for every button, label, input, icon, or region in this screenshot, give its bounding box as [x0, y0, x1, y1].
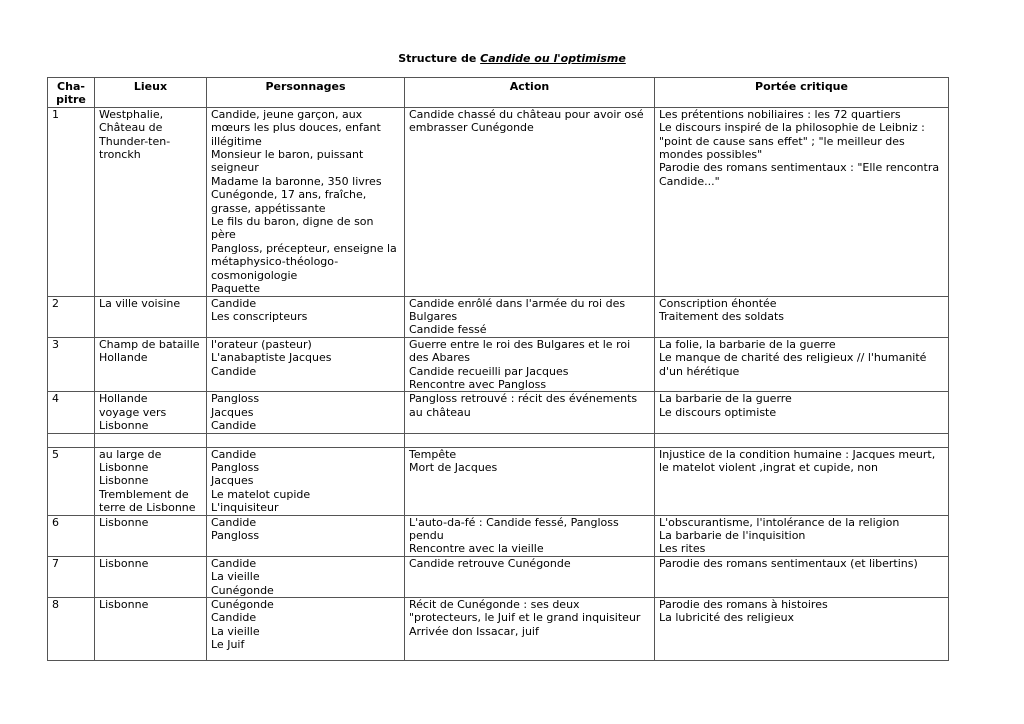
cell-places: La ville voisine: [95, 296, 207, 337]
cell-characters: Pangloss Jacques Candide: [207, 392, 405, 433]
cell-chapter: 4: [48, 392, 95, 433]
cell-action: L'auto-da-fé : Candide fessé, Pangloss pendu Rencontre avec la vieille: [405, 515, 655, 556]
cell-places: Westphalie, Château de Thunder-ten- tronckh: [95, 107, 207, 296]
header-places: Lieux: [95, 78, 207, 108]
cell-characters: [207, 433, 405, 447]
cell-characters: Candide La vieille Cunégonde: [207, 556, 405, 597]
cell-action: Candide chassé du château pour avoir osé embrasser Cunégonde: [405, 107, 655, 296]
cell-critique: La barbarie de la guerre Le discours optimiste: [655, 392, 949, 433]
cell-characters: Candide, jeune garçon, aux mœurs les plus douces, enfant illégitime Monsieur le baron, puissant seigneur Madame la baronne, 350 livres Cunégonde, 17 ans, fraîche, grasse, appétissante Le fils du baron, digne de son père Pangloss, précepteur, enseigne la métaphysico-théologo- cosmonigologie Paquette: [207, 107, 405, 296]
cell-characters: Candide Pangloss: [207, 515, 405, 556]
table-row: [48, 107, 949, 296]
document-title: [0, 52, 1024, 65]
title-prefix: Structure de: [398, 52, 481, 65]
header-action: Action: [405, 78, 655, 108]
cell-places: Champ de bataille Hollande: [95, 337, 207, 392]
cell-action: Tempête Mort de Jacques: [405, 447, 655, 515]
cell-critique: Parodie des romans à histoires La lubricité des religieux: [655, 598, 949, 661]
table-row: [48, 337, 949, 392]
cell-critique: Les prétentions nobiliaires : les 72 quartiers Le discours inspiré de la philosophie de Leibniz : "point de cause sans effet" ; "le meilleur des mondes possibles" Parodie des romans sentimentaux : "Elle rencontra Candide...": [655, 107, 949, 296]
cell-critique: L'obscurantisme, l'intolérance de la religion La barbarie de l'inquisition Les rites: [655, 515, 949, 556]
cell-action: Pangloss retrouvé : récit des événements au château: [405, 392, 655, 433]
cell-action: Candide retrouve Cunégonde: [405, 556, 655, 597]
header-critique: Portée critique: [655, 78, 949, 108]
header-characters: Personnages: [207, 78, 405, 108]
cell-action: Candide enrôlé dans l'armée du roi des Bulgares Candide fessé: [405, 296, 655, 337]
table-row: [48, 296, 949, 337]
cell-critique: Injustice de la condition humaine : Jacques meurt, le matelot violent ,ingrat et cupide, non: [655, 447, 949, 515]
header-chapter: Cha- pitre: [48, 78, 95, 108]
cell-chapter: [48, 433, 95, 447]
cell-chapter: 2: [48, 296, 95, 337]
cell-action: Récit de Cunégonde : ses deux "protecteurs, le Juif et le grand inquisiteur Arrivée don Issacar, juif: [405, 598, 655, 661]
cell-characters: Candide Pangloss Jacques Le matelot cupide L'inquisiteur: [207, 447, 405, 515]
cell-places: [95, 433, 207, 447]
cell-places: au large de Lisbonne Lisbonne Tremblement de terre de Lisbonne: [95, 447, 207, 515]
table-header-row: [48, 78, 949, 108]
cell-chapter: 5: [48, 447, 95, 515]
cell-characters: Cunégonde Candide La vieille Le Juif: [207, 598, 405, 661]
cell-characters: l'orateur (pasteur) L'anabaptiste Jacques Candide: [207, 337, 405, 392]
cell-places: Lisbonne: [95, 598, 207, 661]
table-row: [48, 392, 949, 433]
structure-table: [47, 77, 949, 661]
table-row: [48, 447, 949, 515]
cell-chapter: 1: [48, 107, 95, 296]
table-row: [48, 556, 949, 597]
cell-characters: Candide Les conscripteurs: [207, 296, 405, 337]
cell-critique: Conscription éhontée Traitement des soldats: [655, 296, 949, 337]
cell-critique: La folie, la barbarie de la guerre Le manque de charité des religieux // l'humanité d'un hérétique: [655, 337, 949, 392]
cell-chapter: 7: [48, 556, 95, 597]
cell-action: [405, 433, 655, 447]
table-row-empty: [48, 433, 949, 447]
cell-places: Lisbonne: [95, 556, 207, 597]
cell-critique: [655, 433, 949, 447]
cell-places: Hollande voyage vers Lisbonne: [95, 392, 207, 433]
cell-chapter: 3: [48, 337, 95, 392]
cell-places: Lisbonne: [95, 515, 207, 556]
cell-action: Guerre entre le roi des Bulgares et le roi des Abares Candide recueilli par Jacques Rencontre avec Pangloss: [405, 337, 655, 392]
title-work: Candide ou l'optimisme: [480, 52, 626, 65]
table-row: [48, 515, 949, 556]
table-row: [48, 598, 949, 661]
cell-chapter: 8: [48, 598, 95, 661]
cell-critique: Parodie des romans sentimentaux (et libertins): [655, 556, 949, 597]
cell-chapter: 6: [48, 515, 95, 556]
